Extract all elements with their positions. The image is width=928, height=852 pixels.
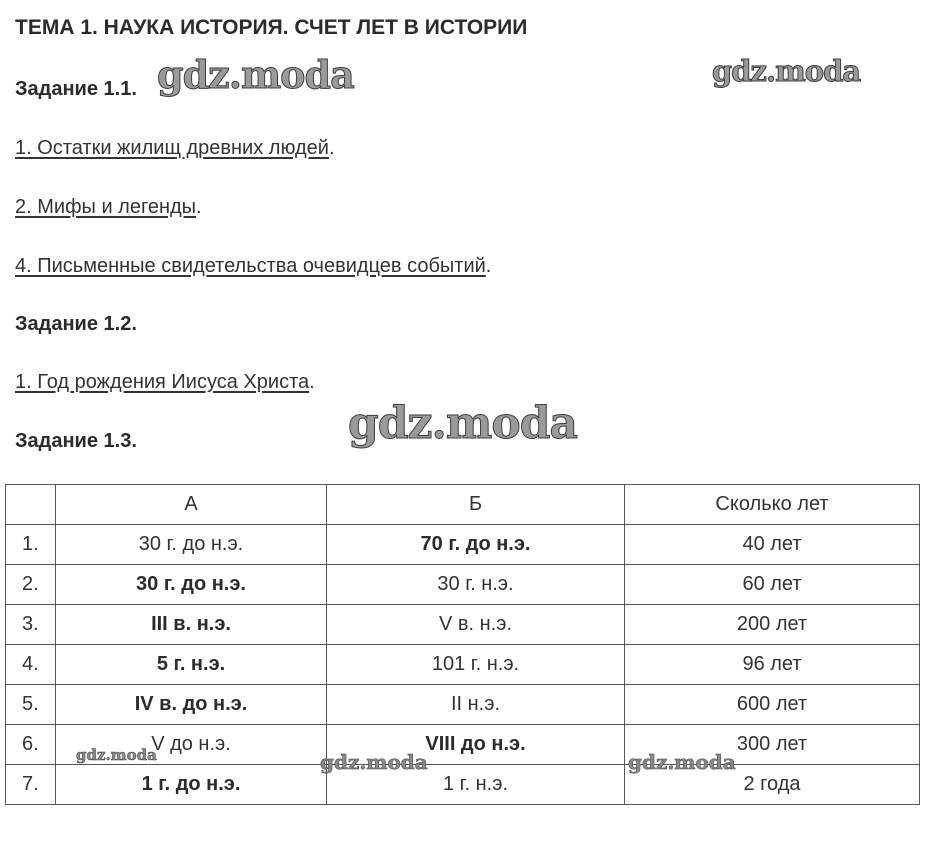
table-header-cell xyxy=(6,485,56,525)
cell-a: 1 г. до н.э. xyxy=(56,765,327,805)
watermark-logo: gdz.moda xyxy=(76,746,157,764)
table-row xyxy=(6,605,920,645)
row-number: 2. xyxy=(6,565,56,605)
answer-period: . xyxy=(196,196,202,218)
cell-b: V в. н.э. xyxy=(327,605,625,645)
cell-b: 30 г. н.э. xyxy=(327,565,625,605)
answer-1-1-2 xyxy=(15,196,202,219)
answer-text: 1. Год рождения Иисуса Христа xyxy=(15,371,310,393)
task-1-2-heading: Задание 1.2. xyxy=(15,313,137,335)
watermark-logo: gdz.moda xyxy=(348,398,578,449)
table-row xyxy=(6,565,920,605)
cell-b: 1 г. н.э. xyxy=(327,765,625,805)
row-number: 1. xyxy=(6,525,56,565)
watermark-logo: gdz.moda xyxy=(628,750,736,774)
cell-a: 30 г. до н.э. xyxy=(56,565,327,605)
row-number: 7. xyxy=(6,765,56,805)
table-header-row xyxy=(6,485,920,525)
row-number: 4. xyxy=(6,645,56,685)
cell-b: 101 г. н.э. xyxy=(327,645,625,685)
cell-b: 70 г. до н.э. xyxy=(327,525,625,565)
cell-years: 96 лет xyxy=(625,645,920,685)
table-header-cell: А xyxy=(56,485,327,525)
watermark-logo: gdz.moda xyxy=(157,52,354,97)
cell-years: 40 лет xyxy=(625,525,920,565)
row-number: 6. xyxy=(6,725,56,765)
answer-period: . xyxy=(309,371,315,393)
answer-1-1-1 xyxy=(15,137,335,160)
cell-years: 200 лет xyxy=(625,605,920,645)
cell-a: 5 г. н.э. xyxy=(56,645,327,685)
cell-a: III в. н.э. xyxy=(56,605,327,645)
page-title: ТЕМА 1. НАУКА ИСТОРИЯ. СЧЕТ ЛЕТ В ИСТОРИИ xyxy=(15,16,528,39)
cell-b: VIII до н.э. xyxy=(327,725,625,765)
answer-1-1-3 xyxy=(15,255,491,278)
answer-period: . xyxy=(485,255,492,277)
cell-a: IV в. до н.э. xyxy=(56,685,327,725)
table-row xyxy=(6,645,920,685)
answer-text: 1. Остатки жилищ древних людей xyxy=(15,137,329,159)
watermark-logo: gdz.moda xyxy=(320,750,428,774)
table-row xyxy=(6,685,920,725)
cell-b: II н.э. xyxy=(327,685,625,725)
cell-years: 60 лет xyxy=(625,565,920,605)
cell-years: 300 лет xyxy=(625,725,920,765)
task-1-3-heading: Задание 1.3. xyxy=(15,430,137,452)
row-number: 3. xyxy=(6,605,56,645)
answer-period: . xyxy=(328,137,335,159)
table-row xyxy=(6,525,920,565)
watermark-logo: gdz.moda xyxy=(712,54,861,88)
answer-text: 2. Мифы и легенды xyxy=(15,196,197,218)
table-row xyxy=(6,765,920,805)
row-number: 5. xyxy=(6,685,56,725)
table-header-cell: Сколько лет xyxy=(625,485,920,525)
task-1-1-heading: Задание 1.1. xyxy=(15,78,137,100)
answer-1-2-1 xyxy=(15,371,315,394)
cell-years: 2 года xyxy=(625,765,920,805)
cell-a: 30 г. до н.э. xyxy=(56,525,327,565)
cell-a: V до н.э. xyxy=(56,725,327,765)
cell-years: 600 лет xyxy=(625,685,920,725)
table-header-cell: Б xyxy=(327,485,625,525)
answer-text: 4. Письменные свидетельства очевидцев событий xyxy=(15,255,486,277)
